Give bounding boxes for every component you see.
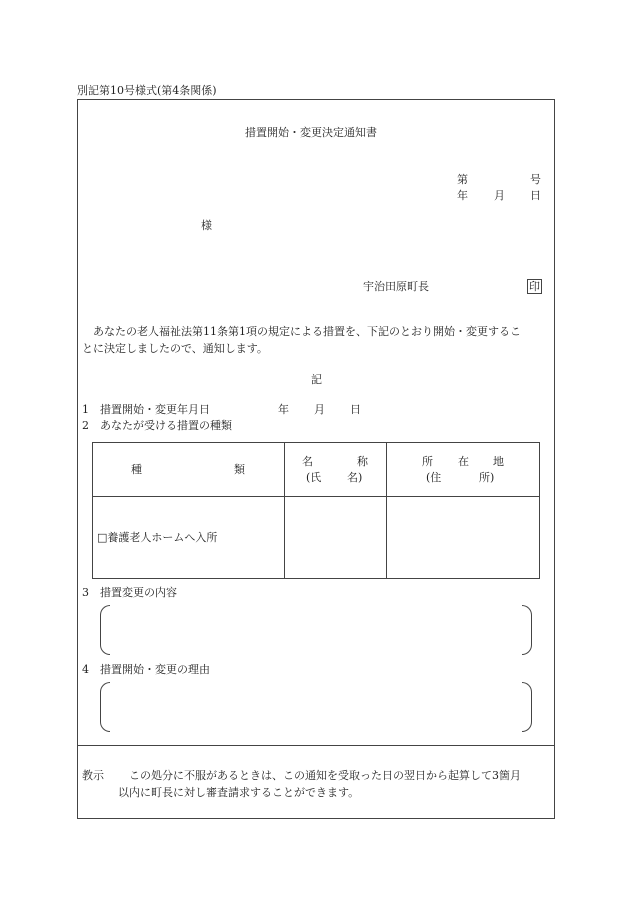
instruction-line-2: 以内に町長に対し審査請求することができます。 bbox=[118, 786, 360, 799]
col-type-header-a: 種 bbox=[131, 463, 142, 476]
col-address-header-d: (住 bbox=[426, 471, 442, 484]
date-year: 年 bbox=[457, 189, 468, 202]
item-4-bracket-left bbox=[100, 682, 110, 732]
item-1-year: 年 bbox=[278, 403, 289, 416]
instruction-line-1: この処分に不服があるときは、この通知を受取った日の翌日から起算して3箇月 bbox=[129, 769, 521, 782]
form-number-note: 別記第10号様式(第4条関係) bbox=[77, 84, 217, 97]
col-address-header-b: 在 bbox=[458, 455, 469, 468]
addressee-suffix: 様 bbox=[201, 219, 212, 232]
date-month: 月 bbox=[494, 189, 505, 202]
instruction-label: 教示 bbox=[82, 769, 104, 782]
issuer-name: 宇治田原町長 bbox=[363, 280, 429, 293]
seal-mark: 印 bbox=[529, 280, 540, 293]
col-name-header-a: 名 bbox=[302, 455, 313, 468]
item-2-number: 2 bbox=[82, 419, 89, 432]
body-line-1: あなたの老人福祉法第11条第1項の規定による措置を、下記のとおり開始・変更するこ bbox=[93, 325, 521, 338]
table-row-type: □養護老人ホームへ入所 bbox=[97, 531, 218, 544]
item-4-label: 措置開始・変更の理由 bbox=[100, 663, 210, 676]
table-column-divider bbox=[386, 443, 387, 578]
item-3-bracket-right bbox=[522, 605, 532, 655]
number-go: 号 bbox=[530, 173, 541, 186]
ki-heading: 記 bbox=[311, 373, 322, 386]
item-3-number: 3 bbox=[82, 586, 89, 599]
item-3-label: 措置変更の内容 bbox=[100, 586, 177, 599]
body-line-2: とに決定しましたので、通知します。 bbox=[82, 342, 268, 355]
table-column-divider bbox=[284, 443, 285, 578]
col-type-header-b: 類 bbox=[234, 463, 245, 476]
measure-table bbox=[92, 442, 540, 579]
table-header-divider bbox=[93, 496, 539, 497]
date-day: 日 bbox=[530, 189, 541, 202]
col-name-header-d: 名) bbox=[347, 471, 363, 484]
item-1-month: 月 bbox=[314, 403, 325, 416]
number-dai: 第 bbox=[457, 173, 468, 186]
item-3-bracket-left bbox=[100, 605, 110, 655]
col-address-header-a: 所 bbox=[422, 455, 433, 468]
instruction-divider bbox=[77, 745, 555, 746]
item-4-bracket-right bbox=[522, 682, 532, 732]
document-title: 措置開始・変更決定通知書 bbox=[245, 126, 377, 139]
item-1-day: 日 bbox=[350, 403, 361, 416]
item-1-number: 1 bbox=[82, 403, 89, 416]
col-address-header-e: 所) bbox=[479, 471, 495, 484]
col-address-header-c: 地 bbox=[493, 455, 504, 468]
col-name-header-c: (氏 bbox=[306, 471, 322, 484]
item-2-label: あなたが受ける措置の種類 bbox=[100, 419, 232, 432]
item-4-number: 4 bbox=[82, 663, 89, 676]
col-name-header-b: 称 bbox=[357, 455, 368, 468]
item-1-label: 措置開始・変更年月日 bbox=[100, 403, 210, 416]
